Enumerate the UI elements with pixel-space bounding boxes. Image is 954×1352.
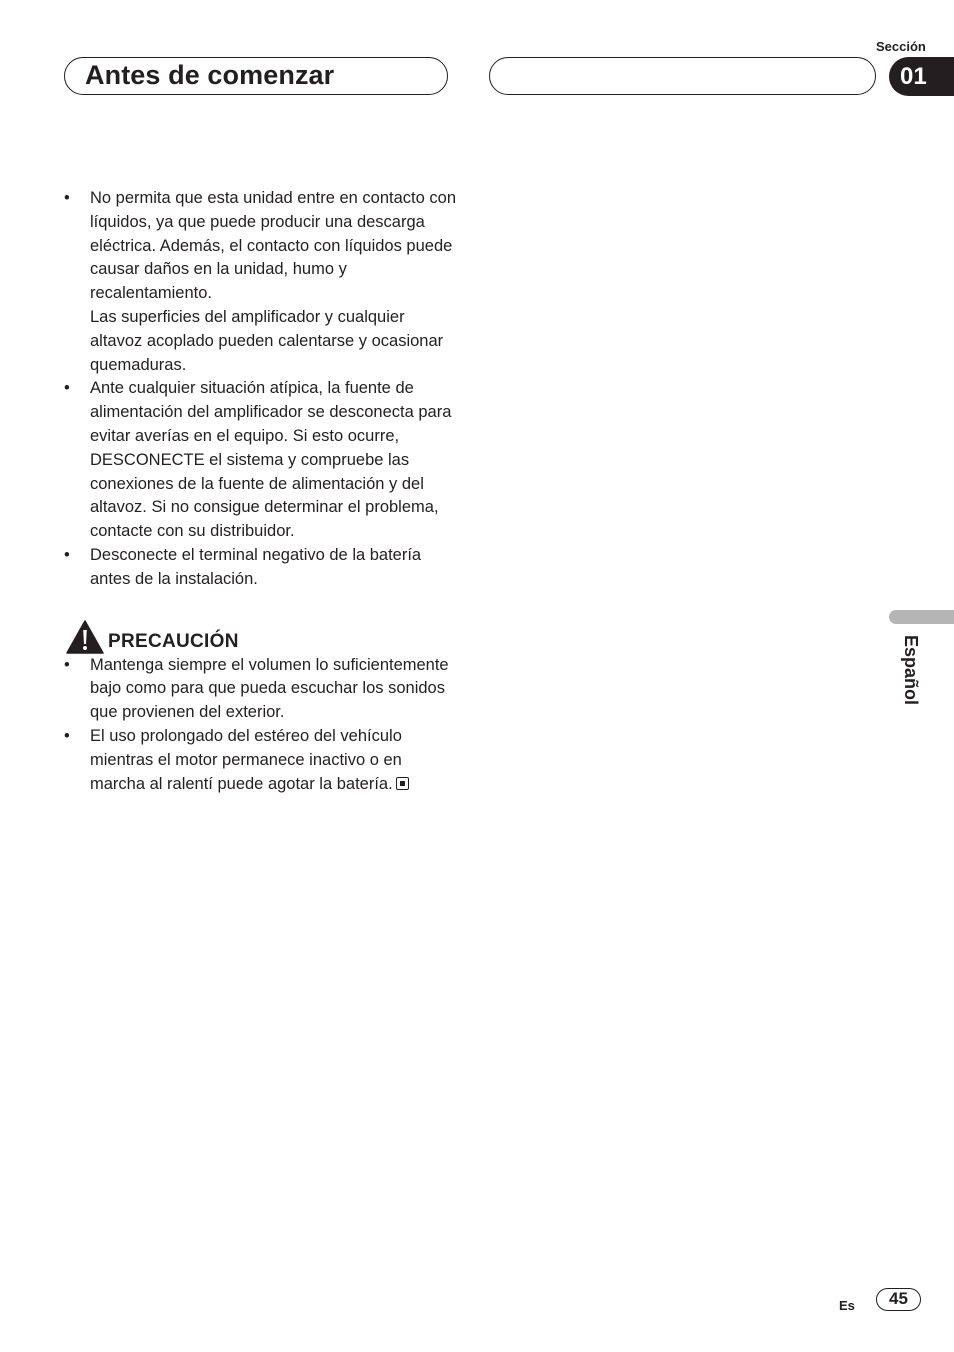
caution-item-text: El uso prolongado del estéreo del vehículo mientras el motor permanece inactivo o en marcha al ralentí puede agotar la batería. [90, 726, 402, 793]
caution-item [64, 654, 456, 725]
section-label: Sección [876, 39, 926, 54]
warning-paragraph: Las superficies del amplificador y cualquier altavoz acoplado pueden calentarse y ocasionar quemaduras. [90, 307, 444, 374]
language-label: Español [901, 635, 921, 706]
caution-heading [64, 620, 456, 654]
page-title: Antes de comenzar [85, 60, 335, 90]
language-tab-bar [889, 610, 954, 624]
warning-paragraph: • Desconecte el terminal negativo de la batería antes de la instalación. [90, 545, 422, 588]
language-tab [876, 635, 936, 725]
warning-paragraph: • Ante cualquier situación atípica, la fuente de alimentación del amplificador se desconecta para evitar averías en el equipo. Si esto ocurre, DESCONECTE el sistema y compruebe las conexiones de la fuente de alimentación y del altavoz. Si no consigue determinar el problema, contacte con su distribuidor. [90, 379, 452, 541]
main-content [64, 187, 456, 796]
page-title-box [64, 57, 448, 95]
caution-list [64, 654, 456, 797]
page-number: 45 [876, 1288, 921, 1311]
footer-language-code: Es [839, 1298, 855, 1313]
caution-title: PRECAUCIÓN [108, 630, 239, 652]
warning-item [64, 377, 456, 544]
header-empty-box [489, 57, 876, 95]
warning-item [64, 187, 456, 377]
warning-triangle-icon [66, 620, 104, 654]
section-number-badge: 01 [889, 57, 954, 96]
warning-list [64, 187, 456, 592]
caution-item-text: Mantenga siempre el volumen lo suficientemente bajo como para que pueda escuchar los sonidos que provienen del exterior. [90, 655, 449, 722]
caution-item [64, 725, 456, 796]
end-of-section-icon [396, 777, 409, 790]
warning-item [64, 544, 456, 592]
warning-paragraph: • No permita que esta unidad entre en contacto con líquidos, ya que puede producir una descarga eléctrica. Además, el contacto con líquidos puede causar daños en la unidad, humo y recalentamiento. [90, 189, 456, 303]
